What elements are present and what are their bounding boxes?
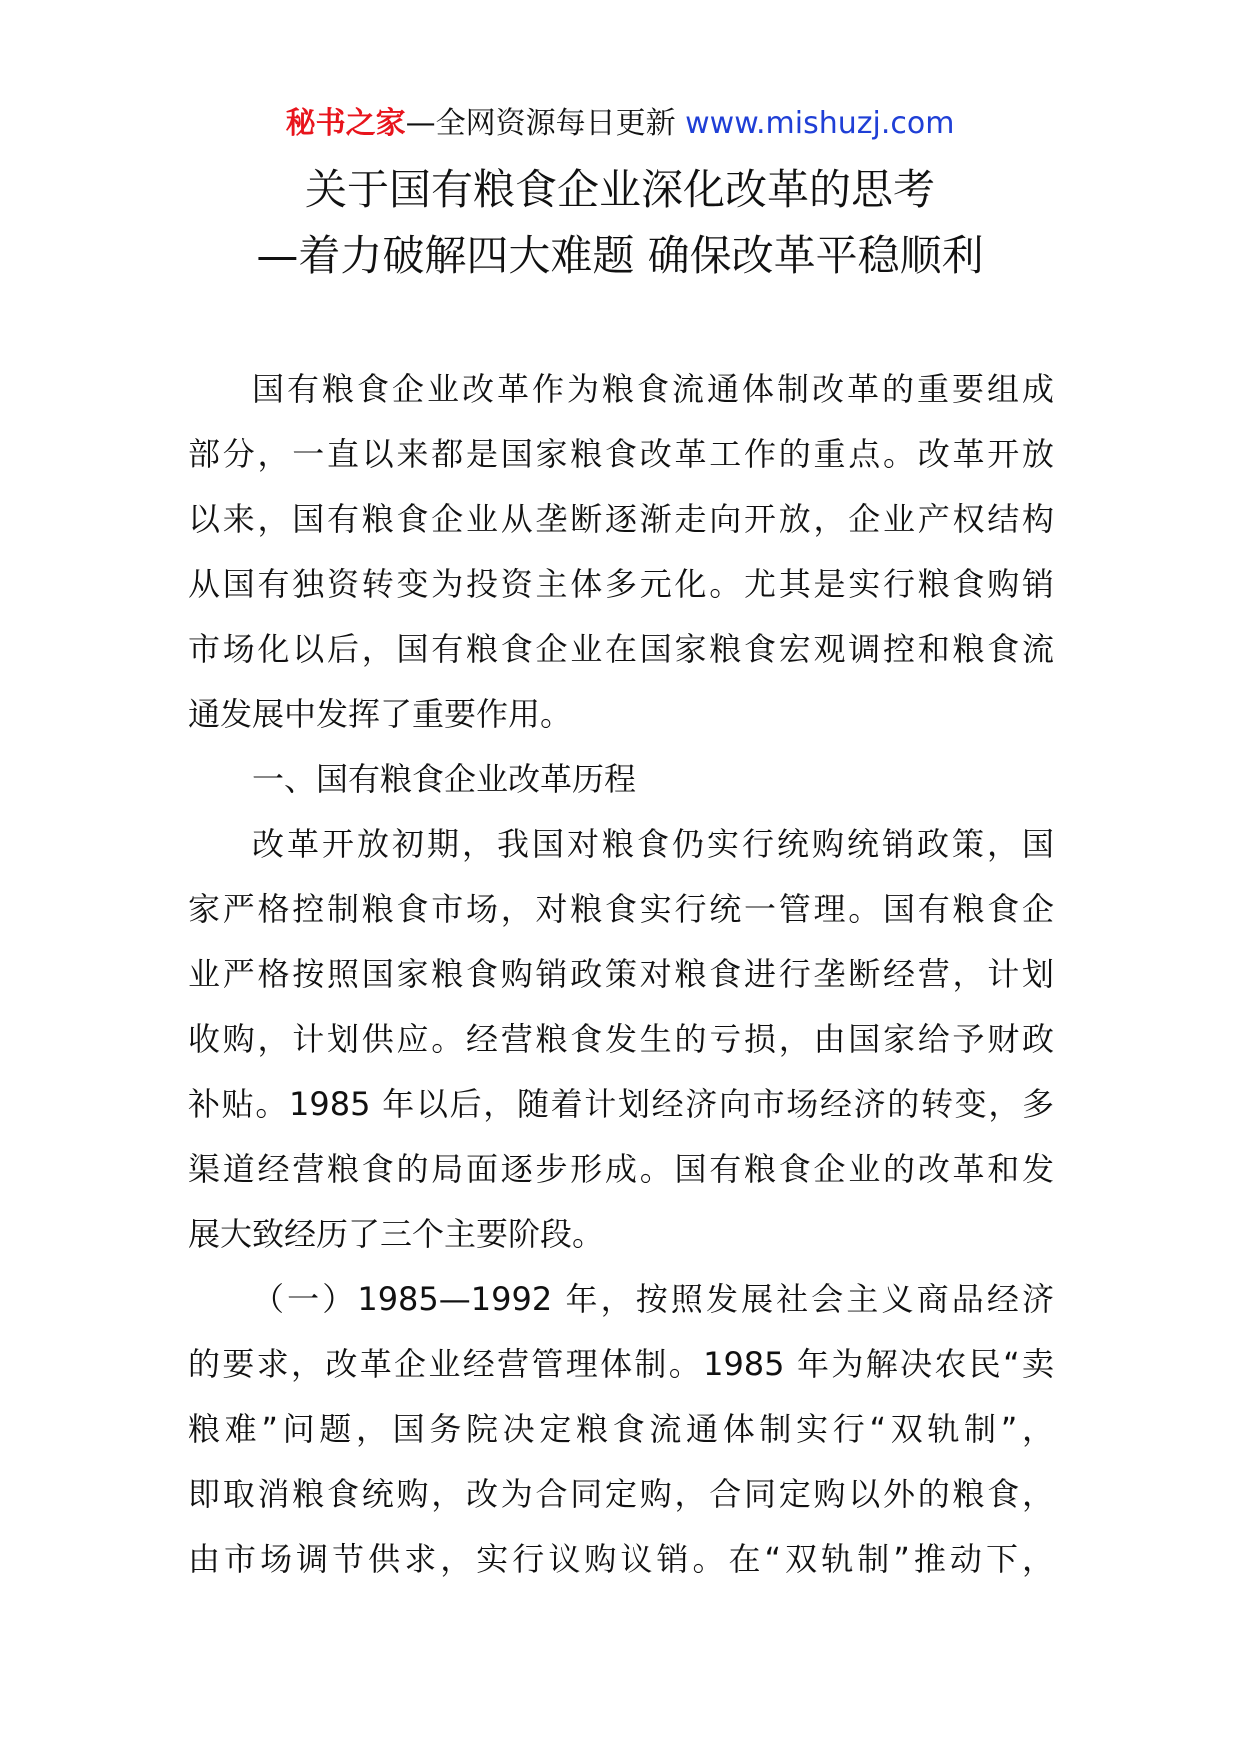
paragraph-line: 从国有独资转变为投资主体多元化。尤其是实行粮食购销 bbox=[188, 565, 1054, 603]
paragraph-line: 以来，国有粮食企业从垄断逐渐走向开放，企业产权结构 bbox=[188, 500, 1054, 538]
paragraph-line: 渠道经营粮食的局面逐步形成。国有粮食企业的改革和发 bbox=[188, 1150, 1054, 1188]
paragraph-line: 即取消粮食统购，改为合同定购，合同定购以外的粮食， bbox=[188, 1475, 1054, 1513]
paragraph-line: （一）1985—1992 年，按照发展社会主义商品经济 bbox=[252, 1280, 1054, 1318]
paragraph-line: 通发展中发挥了重要作用。 bbox=[188, 695, 573, 733]
paragraph-line: 的要求，改革企业经营管理体制。1985 年为解决农民“卖 bbox=[188, 1345, 1054, 1383]
paragraph-line: 补贴。1985 年以后，随着计划经济向市场经济的转变，多 bbox=[188, 1085, 1054, 1123]
site-banner bbox=[0, 104, 1240, 144]
paragraph-line: 展大致经历了三个主要阶段。 bbox=[188, 1215, 605, 1253]
site-brand: 秘书之家 bbox=[285, 106, 406, 141]
site-tagline: —全网资源每日更新 bbox=[405, 106, 686, 141]
paragraph-line: 部分，一直以来都是国家粮食改革工作的重点。改革开放 bbox=[188, 435, 1054, 473]
document-subtitle: —着力破解四大难题 确保改革平稳顺利 bbox=[256, 231, 984, 280]
paragraph-line: 由市场调节供求，实行议购议销。在“双轨制”推动下， bbox=[188, 1540, 1054, 1578]
site-url[interactable]: www.mishuzj.com bbox=[685, 106, 955, 141]
document-title: 关于国有粮食企业深化改革的思考 bbox=[304, 165, 935, 214]
paragraph-line: 国有粮食企业改革作为粮食流通体制改革的重要组成 bbox=[252, 370, 1054, 408]
paragraph-line: 市场化以后，国有粮食企业在国家粮食宏观调控和粮食流 bbox=[188, 630, 1054, 668]
section-heading: 一、国有粮食企业改革历程 bbox=[252, 760, 637, 798]
paragraph-line: 家严格控制粮食市场，对粮食实行统一管理。国有粮食企 bbox=[188, 890, 1054, 928]
paragraph-line: 改革开放初期，我国对粮食仍实行统购统销政策，国 bbox=[252, 825, 1054, 863]
paragraph-line: 粮难”问题，国务院决定粮食流通体制实行“双轨制”， bbox=[188, 1410, 1054, 1448]
paragraph-line: 业严格按照国家粮食购销政策对粮食进行垄断经营，计划 bbox=[188, 955, 1054, 993]
paragraph-line: 收购，计划供应。经营粮食发生的亏损，由国家给予财政 bbox=[188, 1020, 1054, 1058]
document-body bbox=[188, 357, 1054, 1592]
